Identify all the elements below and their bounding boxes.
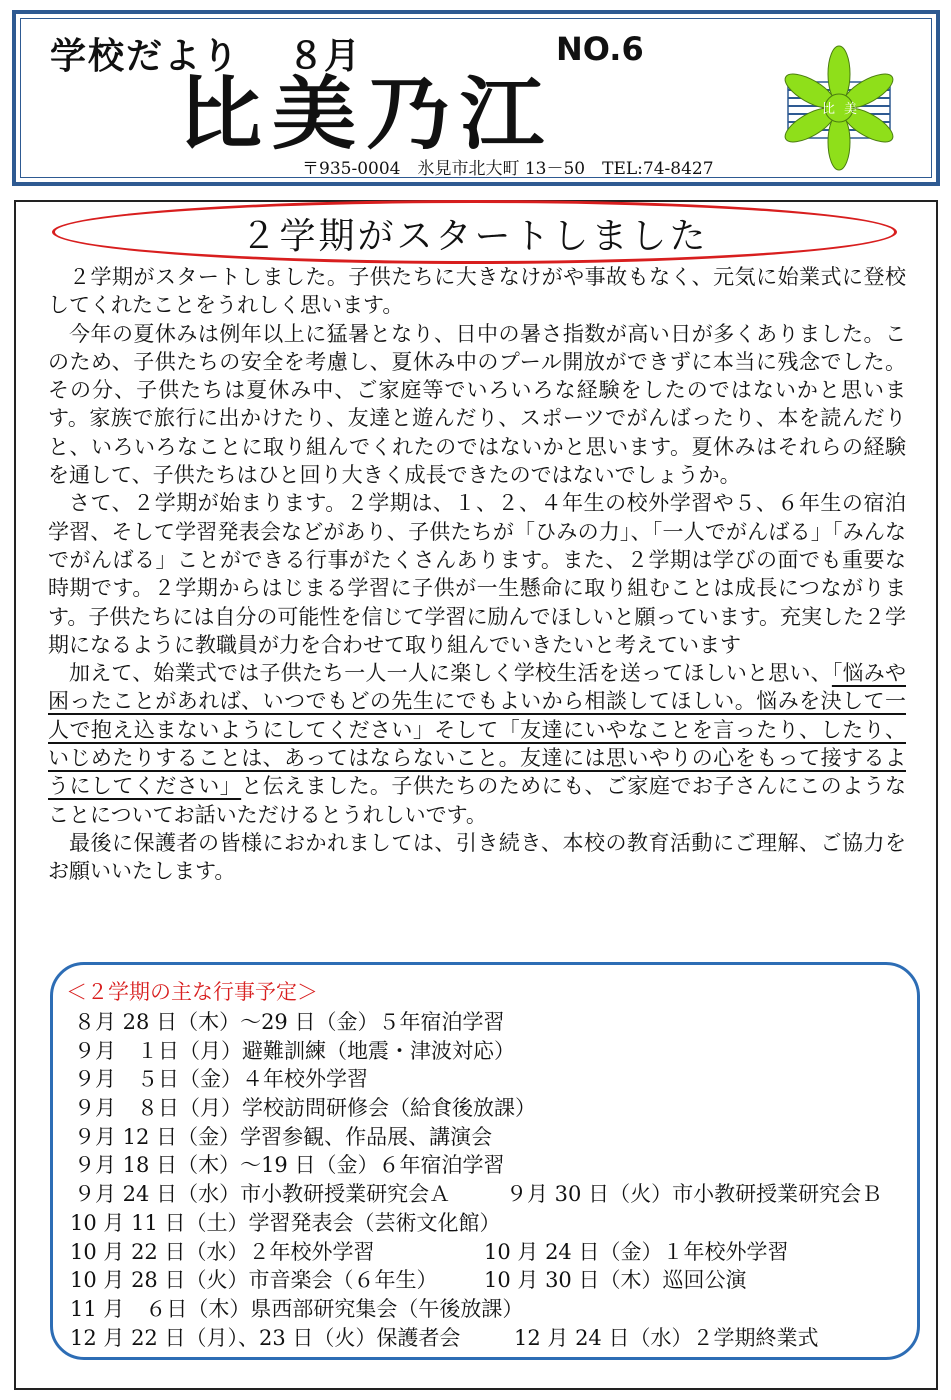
issue-month: ８月 — [288, 36, 361, 77]
schedule-event: ９月 24 日（水）市小教研授業研究会Ａ — [74, 1182, 451, 1207]
paragraph-4-outro: と伝えました。子供たちのためにも、ご家庭でお子さんにこのようなことについてお話いただけるとうれしいです。 — [48, 774, 906, 827]
school-logo-icon — [774, 42, 904, 174]
schedule-event: ９月 ５日（金）４年校外学習 — [74, 1067, 368, 1092]
issue-number: NO.6 — [556, 30, 644, 68]
newsletter-label: 学校だより — [50, 36, 241, 77]
schedule-event: 10 月 11 日（土）学習発表会（芸術文化館） — [70, 1210, 501, 1235]
paragraph-4 — [48, 659, 906, 829]
schedule-event: 10 月 24 日（金）１年校外学習 — [484, 1239, 789, 1264]
schedule-event: ８月 28 日（木）～29 日（金）５年宿泊学習 — [74, 1010, 505, 1034]
school-address: 〒935-0004 氷見市北大町 13－50 TEL:74-8427 — [302, 159, 714, 179]
schedule-event: 12 月 22 日（月）、23 日（火）保護者会 — [70, 1325, 461, 1350]
logo-char-1: 比 — [822, 102, 836, 117]
schedule-event: 11 月 ６日（木）県西部研究集会（午後放課） — [70, 1296, 524, 1321]
schedule-event: 12 月 24 日（水）２学期終業式 — [514, 1325, 819, 1350]
paragraph-3: さて、２学期が始まります。２学期は、１、２、４年生の校外学習や５、６年生の宿泊学習、そして学習発表会などがあり、子供たちが「ひみの力」、「一人でがんばる」「みんなでがんばる」ことができる行事がたくさんあります。また、２学期は学びの面でも重要な時期です。２学期からはじまる学習に子供が一生懸命に取り組むことは成長につながります。子供たちには自分の可能性を信じて学習に励んでほしいと願っています。充実した２学期になるように教職員が力を合わせて取り組んでいきたいと考えています — [48, 491, 906, 657]
closing-paragraph: 最後に保護者の皆様におかれましては、引き続き、本校の教育活動にご理解、ご協力をお願いいたします。 — [48, 830, 906, 884]
newsletter-title: 比美乃江 — [178, 66, 555, 161]
schedule-event: ９月 １日（月）避難訓練（地震・津波対応） — [74, 1038, 515, 1063]
underlined-quote: 「悩みや困ったことがあれば、いつでもどの先生にでもよいから相談してほしい。悩みを決して一人で抱え込まないようにしてください」そして「友達にいやなことを言ったり、したり、いじめたりすることは、あってはならないこと。友達には思いやりの心をもって接するようにしてください」 — [48, 661, 906, 799]
schedule-event: ９月 ８日（月）学校訪問研修会（給食後放課） — [74, 1096, 536, 1121]
newsletter-header — [12, 10, 940, 186]
paragraph-1: ２学期がスタートしました。子供たちに大きなけがや事故もなく、元気に始業式に登校してくれたことをうれしく思います。 — [48, 265, 906, 318]
schedule-event: ９月 30 日（火）市小教研授業研究会Ｂ — [506, 1182, 883, 1207]
paragraph-2: 今年の夏休みは例年以上に猛暑となり、日中の暑さ指数が高い日が多くありました。このため、子供たちの安全を考慮し、夏休み中のプール開放ができずに本当に残念でした。その分、子供たちは夏休み中、ご家庭等でいろいろな経験をしたのではないかと思います。家族で旅行に出かけたり、友達と遊んだり、スポーツでがんばったり、本を読んだりと、いろいろなことに取り組んでくれたのではないかと思います。夏休みはそれらの経験を通して、子供たちはひと回り大きく成長できたのではないでしょうか。 — [48, 321, 906, 488]
schedule-event: 10 月 30 日（木）巡回公演 — [484, 1268, 747, 1293]
schedule-event: ９月 12 日（金）学習参観、作品展、講演会 — [74, 1124, 493, 1149]
article-body — [48, 263, 906, 886]
schedule-title: ＜２学期の主な行事予定＞ — [66, 980, 318, 1004]
schedule-event: 10 月 22 日（水）２年校外学習 — [70, 1239, 375, 1264]
paragraph-4-intro: 加えて、始業式では子供たち一人一人に楽しく学校生活を送ってほしいと思い、 — [69, 661, 832, 686]
article-title: ２学期がスタートしました — [240, 216, 709, 257]
logo-char-2: 美 — [844, 102, 858, 117]
schedule-event: 10 月 28 日（火）市音楽会（６年生） — [70, 1268, 438, 1293]
schedule-event: ９月 18 日（木）～19 日（金）６年宿泊学習 — [74, 1153, 505, 1178]
